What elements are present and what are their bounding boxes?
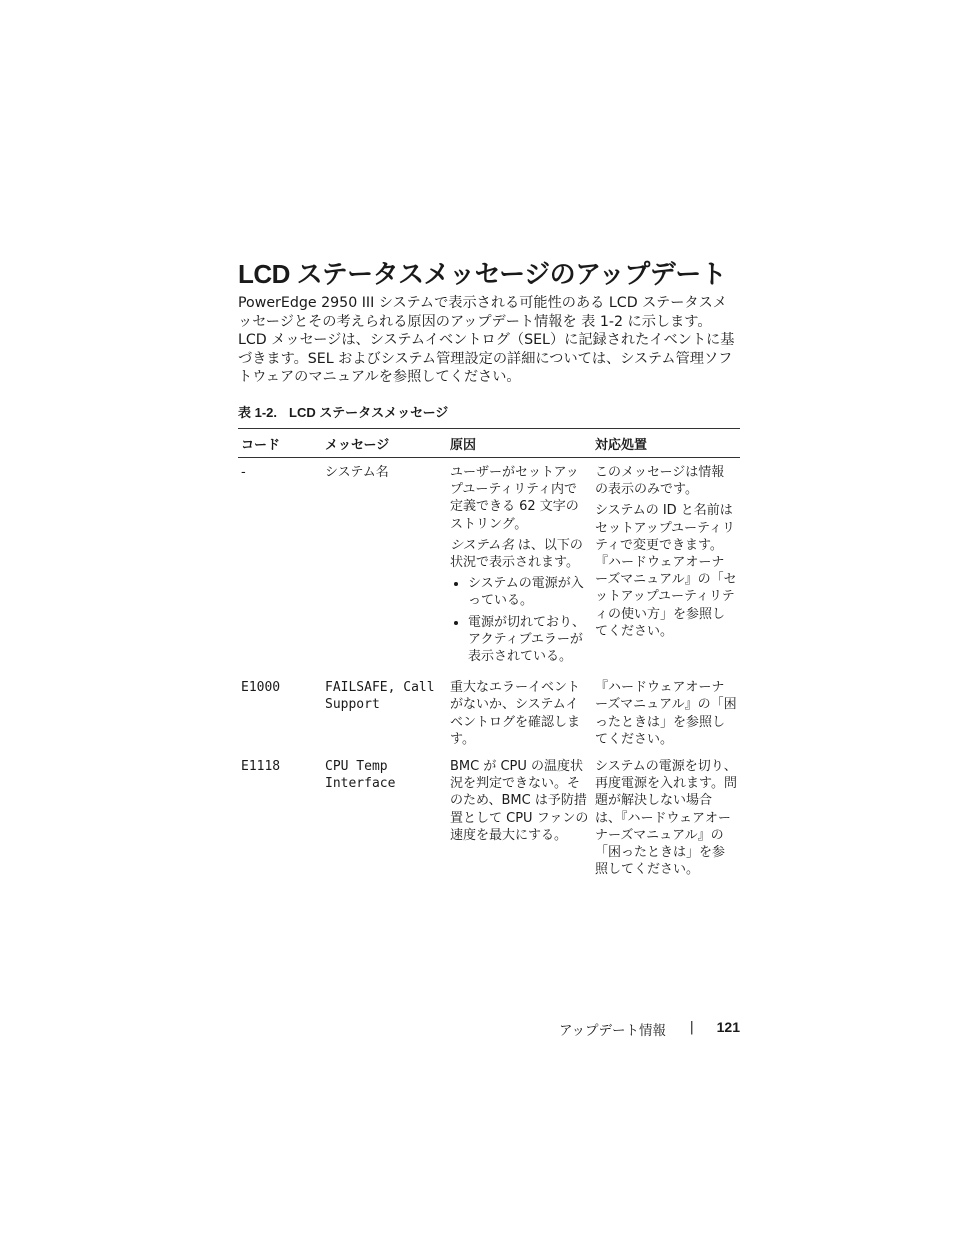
header-cause: 原因 xyxy=(447,429,592,458)
action-text: システムの ID と名前はセットアップユーティリティで変更できます。『ハードウェアオーナーズマニュアル』の「セットアップユーティリティの使い方」を参照してください。 xyxy=(595,503,737,639)
cause-text: ユーザーがセットアップユーティリティ内で定義できる 62 文字のストリング。 xyxy=(450,465,579,532)
table-header-row xyxy=(238,429,740,458)
row-action: システムの電源を切り、再度電源を入れます。問題が解決しない場合は、『ハードウェアオーナーズマニュアル』の「困ったときは」を参照してください。 xyxy=(595,759,737,878)
cause-note xyxy=(450,537,589,571)
cause-bullet-list xyxy=(450,575,589,665)
header-action: 対応処置 xyxy=(592,429,740,458)
row-cause xyxy=(447,458,592,674)
table-row xyxy=(238,458,740,674)
row-action xyxy=(592,458,740,674)
row-message: FAILSAFE, Call Support xyxy=(325,680,435,713)
footer-separator: | xyxy=(689,1019,694,1035)
table-caption-text: LCD ステータスメッセージ xyxy=(289,405,449,420)
row-action: 『ハードウェアオーナーズマニュアル』の「困ったときは」を参照してください。 xyxy=(595,680,737,747)
footer-section-title: アップデート情報 xyxy=(558,1023,666,1039)
table-caption xyxy=(238,402,738,421)
table-row xyxy=(238,673,740,752)
row-code: E1118 xyxy=(241,759,281,775)
row-message: CPU Temp Interface xyxy=(325,759,396,792)
cause-note-rest: は、以下の状況で表示されます。 xyxy=(450,537,583,571)
header-message: メッセージ xyxy=(322,429,447,458)
row-message: システム名 xyxy=(325,465,389,480)
table-caption-label: 表 1-2. xyxy=(238,405,278,420)
row-code: - xyxy=(241,465,246,480)
row-cause: BMC が CPU の温度状況を判定できない。そのため、BMC は予防措置として CPU ファンの速度を最大にする。 xyxy=(450,759,589,843)
cause-note-italic: システム名 xyxy=(450,537,514,553)
row-code: E1000 xyxy=(241,680,281,696)
page-title: LCD ステータスメッセージのアップデート xyxy=(238,259,727,289)
action-text: このメッセージは情報の表示のみです。 xyxy=(595,465,725,498)
table-row xyxy=(238,752,740,882)
page-number: 121 xyxy=(716,1019,740,1035)
intro-paragraph: PowerEdge 2950 III システムで表示される可能性のある LCD ステータスメッセージとその考えられる原因のアップデート情報を 表 1-2 に示します。LCD メッセージは、システムイベントログ（SEL）に記録されたイベントに基づきます。SEL およびシステム管理設定の詳細については、システム管理ソフトウェアのマニュアルを参照してください。 xyxy=(238,295,735,386)
lcd-status-table xyxy=(238,428,740,882)
header-code: コード xyxy=(238,429,322,458)
page-footer xyxy=(238,1019,740,1039)
row-cause: 重大なエラーイベントがないか、システムイベントログを確認します。 xyxy=(450,680,581,747)
cause-bullet: • システムの電源が入っている。 xyxy=(468,575,589,609)
cause-bullet: • 電源が切れており、アクティブエラーが表示されている。 xyxy=(468,614,589,666)
